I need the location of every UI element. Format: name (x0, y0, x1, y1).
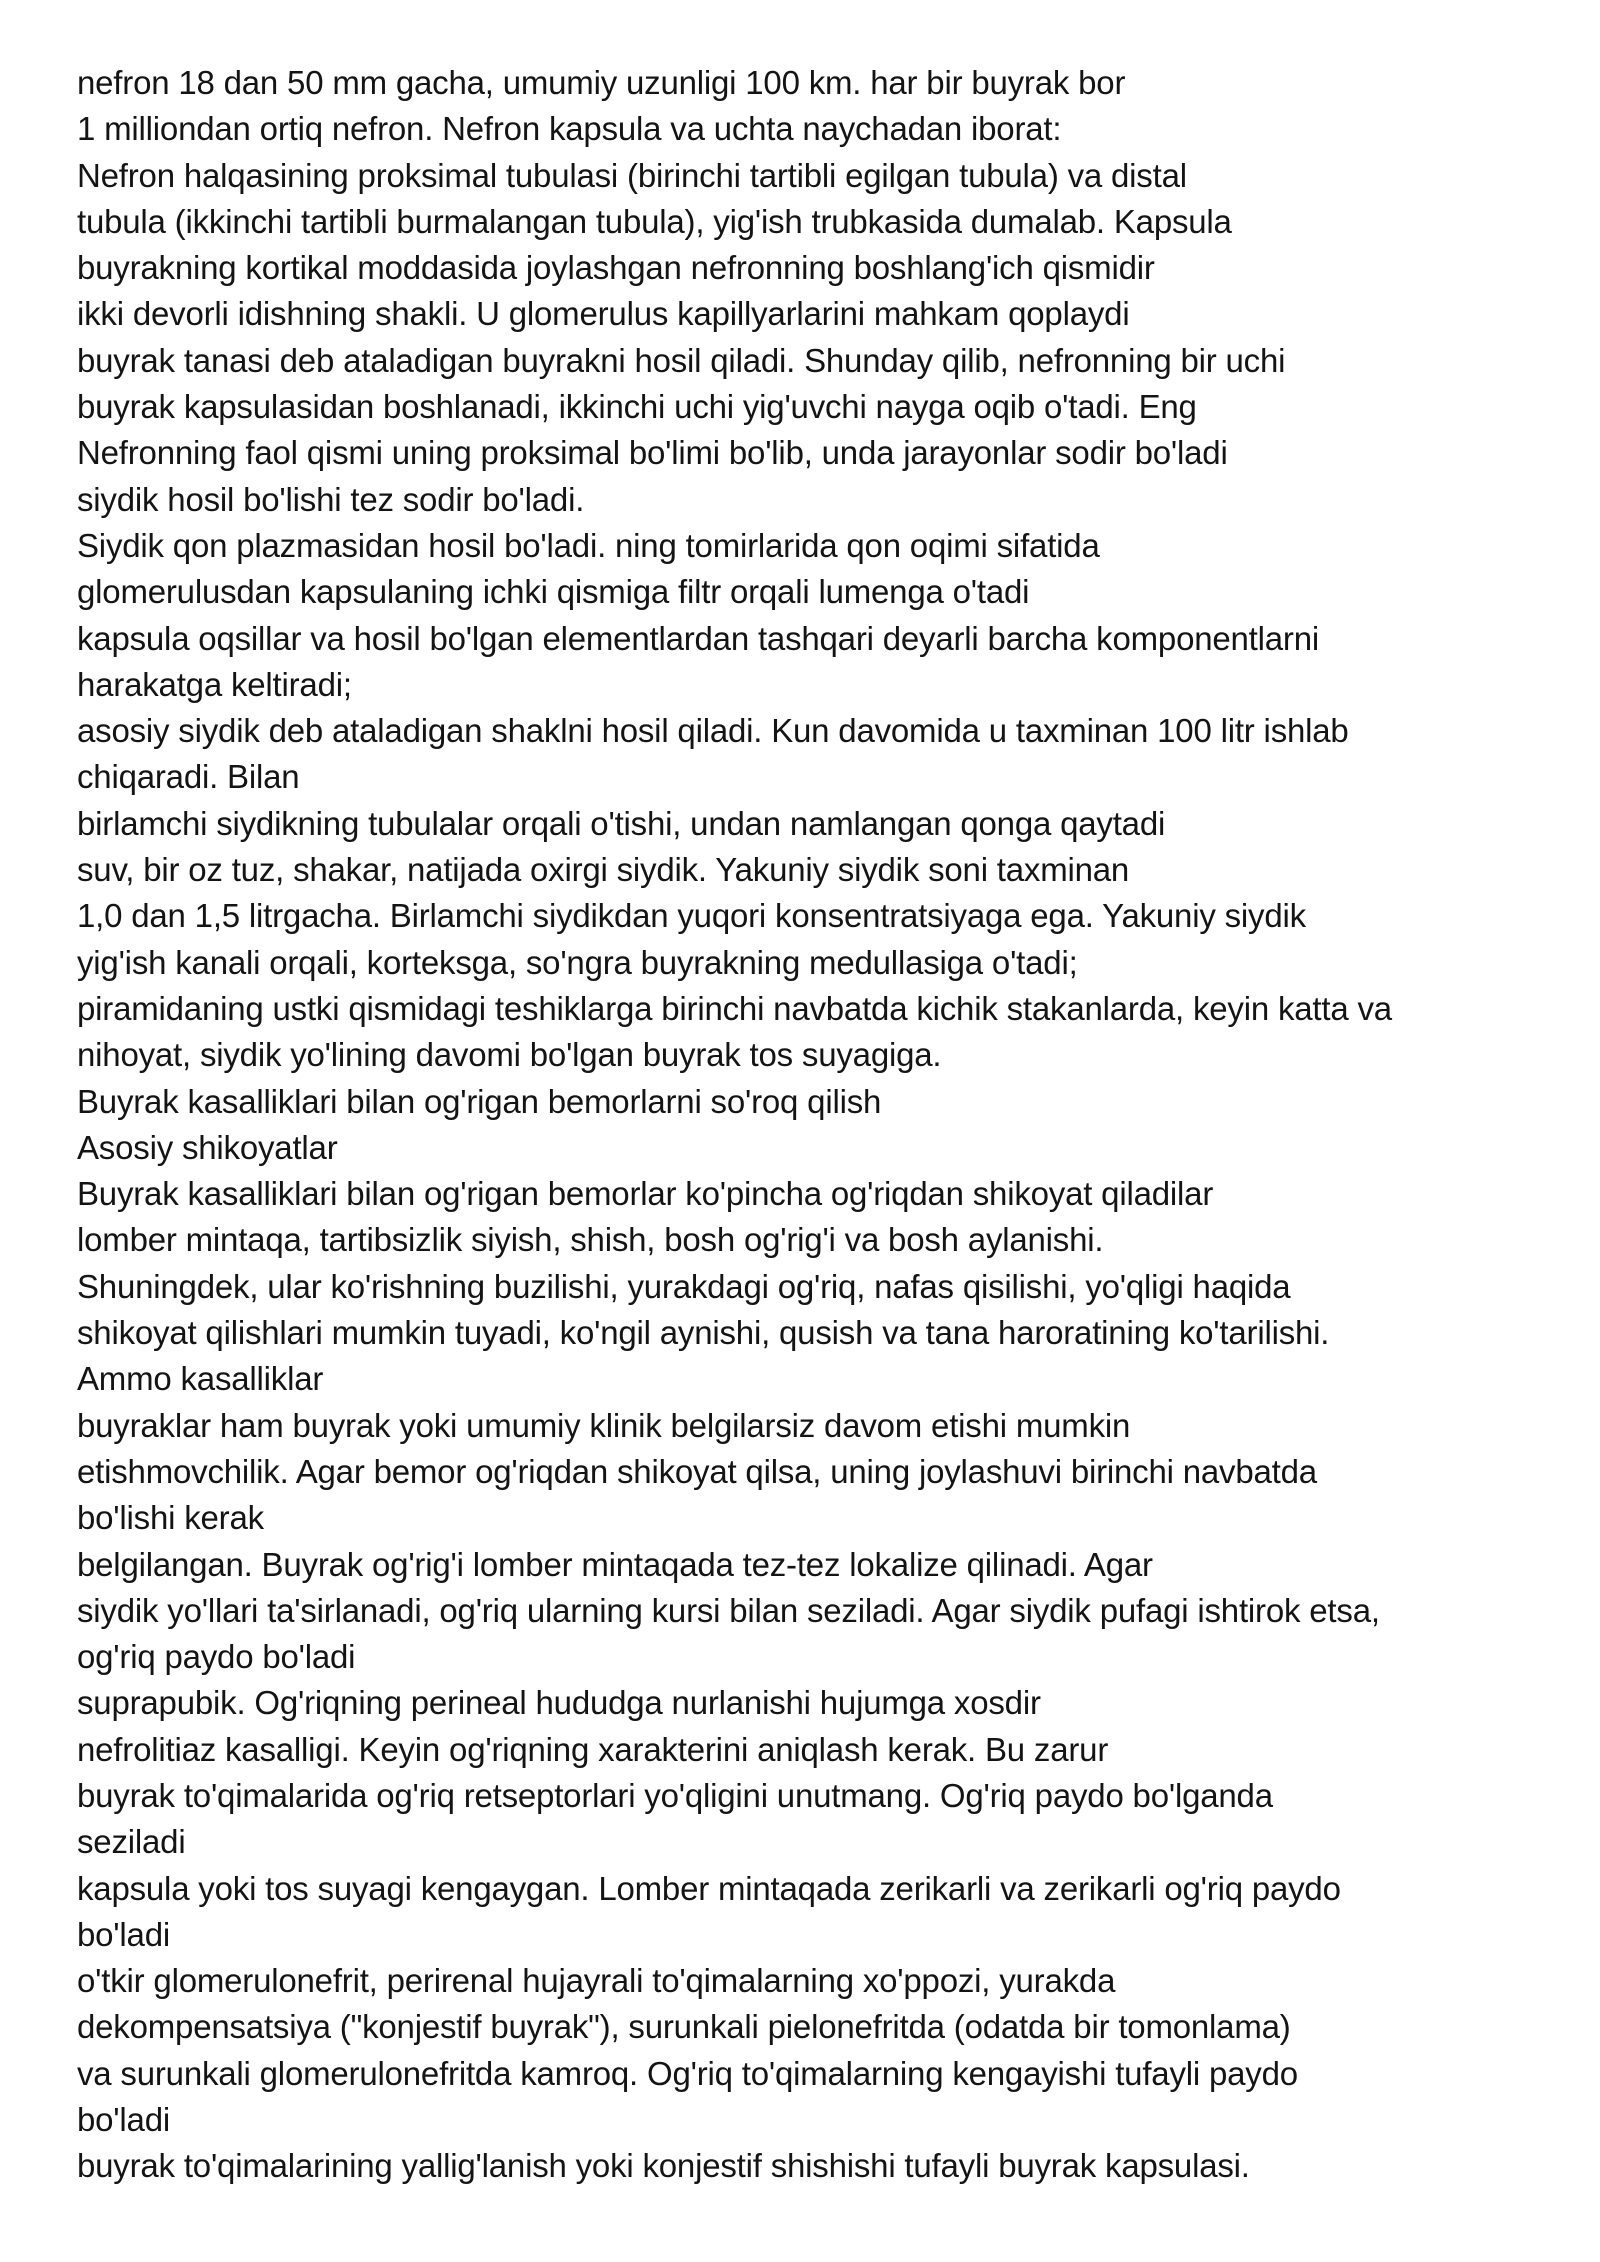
text-line: Shuningdek, ular ko'rishning buzilishi, yurakdagi og'riq, nafas qisilishi, yo'qligi haqida (77, 1267, 1291, 1305)
text-line: nihoyat, siydik yo'lining davomi bo'lgan buyrak tos suyagiga. (77, 1036, 942, 1074)
text-line: buyrak kapsulasidan boshlanadi, ikkinchi uchi yig'uvchi nayga oqib o'tadi. Eng (77, 388, 1197, 426)
text-line: lomber mintaqa, tartibsizlik siyish, shish, bosh og'rig'i va bosh aylanishi. (77, 1221, 1104, 1259)
text-line: buyrak to'qimalarining yallig'lanish yoki konjestif shishishi tufayli buyrak kapsulasi. (77, 2147, 1250, 2185)
text-line: bo'ladi (77, 1915, 170, 1953)
text-line: seziladi (77, 1823, 186, 1861)
text-line: Asosiy shikoyatlar (77, 1128, 338, 1166)
text-line: dekompensatsiya ("konjestif buyrak"), surunkali pielonefritda (odatda bir tomonlama) (77, 2008, 1291, 2046)
text-line: shikoyat qilishlari mumkin tuyadi, ko'ngil aynishi, qusish va tana haroratining ko'tarilishi. (77, 1314, 1330, 1352)
text-line: nefrolitiaz kasalligi. Keyin og'riqning xarakterini aniqlash kerak. Bu zarur (77, 1730, 1109, 1768)
text-line: nefron 18 dan 50 mm gacha, umumiy uzunligi 100 km. har bir buyrak bor (77, 64, 1126, 101)
body-text (77, 60, 1517, 2190)
text-line: Ammo kasalliklar (77, 1360, 324, 1398)
text-line: yig'ish kanali orqali, korteksga, so'ngra buyrakning medullasiga o'tadi; (77, 943, 1078, 981)
text-line: buyraklar ham buyrak yoki umumiy klinik belgilarsiz davom etishi mumkin (77, 1406, 1131, 1444)
text-line: asosiy siydik deb ataladigan shaklni hosil qiladi. Kun davomida u taxminan 100 litr ishlab (77, 712, 1349, 750)
text-line: Buyrak kasalliklari bilan og'rigan bemorlarni so'roq qilish (77, 1082, 882, 1120)
text-line: belgilangan. Buyrak og'rig'i lomber mintaqada tez-tez lokalize qilinadi. Agar (77, 1545, 1153, 1583)
text-line: buyrak to'qimalarida og'riq retseptorlari yo'qligini unutmang. Og'riq paydo bo'lganda (77, 1776, 1273, 1814)
text-line: Nefronning faol qismi uning proksimal bo'limi bo'lib, unda jarayonlar sodir bo'ladi (77, 434, 1228, 472)
text-line: etishmovchilik. Agar bemor og'riqdan shikoyat qilsa, uning joylashuvi birinchi navbatda (77, 1452, 1317, 1490)
text-line: chiqaradi. Bilan (77, 758, 300, 796)
text-line: bo'lishi kerak (77, 1499, 264, 1537)
text-line: bo'ladi (77, 2101, 170, 2139)
text-line: suprapubik. Og'riqning perineal hududga nurlanishi hujumga xosdir (77, 1684, 1041, 1722)
text-line: harakatga keltiradi; (77, 665, 352, 703)
text-line: birlamchi siydikning tubulalar orqali o'tishi, undan namlangan qonga qaytadi (77, 804, 1166, 842)
text-line: kapsula oqsillar va hosil bo'lgan elementlardan tashqari deyarli barcha komponentlarni (77, 619, 1320, 657)
text-line: ikki devorli idishning shakli. U glomerulus kapillyarlarini mahkam qoplaydi (77, 295, 1130, 333)
text-line: buyrak tanasi deb ataladigan buyrakni hosil qiladi. Shunday qilib, nefronning bir uchi (77, 341, 1286, 379)
text-line: piramidaning ustki qismidagi teshiklarga birinchi navbatda kichik stakanlarda, keyin katta va (77, 989, 1392, 1027)
text-line: tubula (ikkinchi tartibli burmalangan tubula), yig'ish trubkasida dumalab. Kapsula (77, 202, 1232, 240)
text-line: siydik hosil bo'lishi tez sodir bo'ladi. (77, 480, 585, 518)
text-line: og'riq paydo bo'ladi (77, 1638, 356, 1676)
text-line: va surunkali glomerulonefritda kamroq. Og'riq to'qimalarning kengayishi tufayli paydo (77, 2054, 1298, 2092)
text-line: Buyrak kasalliklari bilan og'rigan bemorlar ko'pincha og'riqdan shikoyat qiladilar (77, 1175, 1214, 1213)
text-line: siydik yo'llari ta'sirlanadi, og'riq ularning kursi bilan seziladi. Agar siydik pufagi ishtirok etsa, (77, 1591, 1380, 1629)
text-line: buyrakning kortikal moddasida joylashgan nefronning boshlang'ich qismidir (77, 249, 1155, 287)
text-line: Nefron halqasining proksimal tubulasi (birinchi tartibli egilgan tubula) va distal (77, 156, 1187, 194)
text-line: 1 milliondan ortiq nefron. Nefron kapsula va uchta naychadan iborat: (77, 110, 1062, 148)
text-line: o'tkir glomerulonefrit, perirenal hujayrali to'qimalarning xo'ppozi, yurakda (77, 1962, 1116, 2000)
text-line: Siydik qon plazmasidan hosil bo'ladi. ning tomirlarida qon oqimi sifatida (77, 526, 1100, 564)
text-line: 1,0 dan 1,5 litrgacha. Birlamchi siydikdan yuqori konsentratsiyaga ega. Yakuniy siydik (77, 897, 1306, 935)
text-line: glomerulusdan kapsulaning ichki qismiga filtr orqali lumenga o'tadi (77, 573, 1030, 611)
text-line: kapsula yoki tos suyagi kengaygan. Lomber mintaqada zerikarli va zerikarli og'riq paydo (77, 1869, 1341, 1907)
text-line: suv, bir oz tuz, shakar, natijada oxirgi siydik. Yakuniy siydik soni taxminan (77, 851, 1130, 889)
